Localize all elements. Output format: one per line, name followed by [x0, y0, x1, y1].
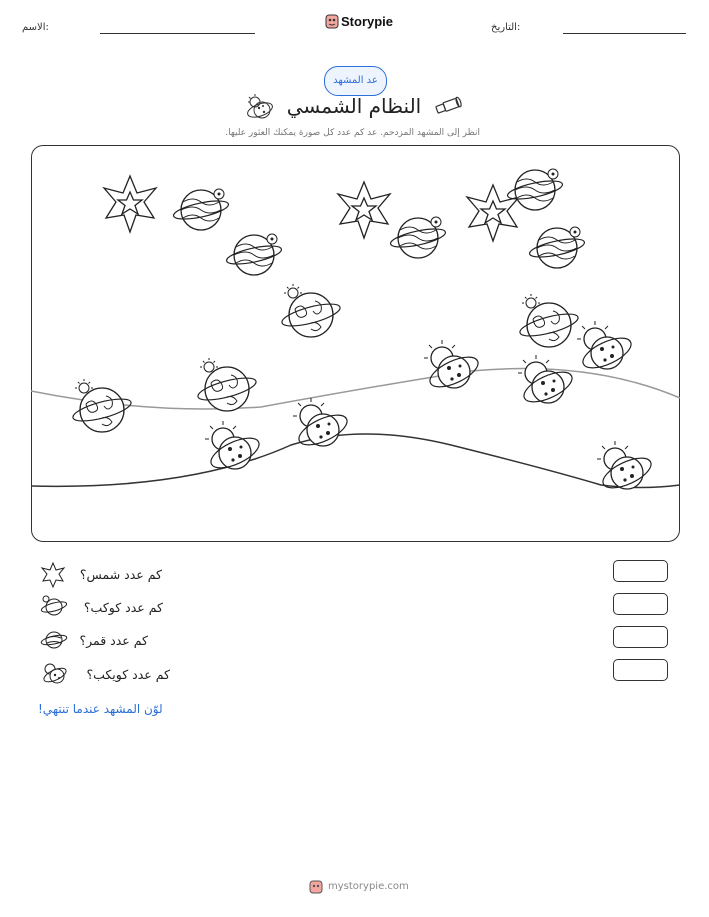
answer-box-asteroid[interactable]: [613, 659, 668, 681]
footer-link[interactable]: mystorypie.com: [328, 881, 409, 892]
planet-icon: [172, 189, 230, 230]
question-moon: كم عدد قمر؟: [79, 633, 148, 648]
answer-box-moon[interactable]: [613, 626, 668, 648]
counting-scene: [31, 145, 680, 542]
asteroid-icon: [577, 321, 635, 374]
moon-icon: [280, 284, 342, 337]
planet-icon: [225, 234, 283, 275]
planet-icon: [506, 169, 564, 210]
question-sun: كم عدد شمس؟: [79, 567, 162, 582]
asteroid-icon: [424, 340, 482, 393]
storypie-logo-icon: [324, 13, 340, 30]
telescope-icon: [432, 94, 466, 116]
asteroid-icon: [597, 441, 655, 494]
question-planet: كم عدد كوكب؟: [83, 600, 163, 615]
asteroid-icon: [293, 398, 351, 451]
asteroid-icon: [40, 660, 68, 686]
question-asteroid: كم عدد كويكب؟: [86, 667, 170, 682]
storypie-logo-icon: [308, 879, 324, 895]
moon-icon: [196, 358, 258, 411]
sun-icon: [40, 562, 66, 588]
planet-icon: [528, 227, 586, 268]
name-label: الاسم:: [22, 22, 49, 33]
brand-name: Storypie: [341, 14, 394, 29]
sun-icon: [104, 176, 156, 232]
page-title: النظام الشمسي: [286, 94, 422, 118]
asteroid-icon: [205, 421, 263, 474]
moon-icon: [40, 627, 68, 653]
sun-icon: [338, 182, 390, 238]
sun-icon: [467, 185, 519, 241]
date-line[interactable]: [563, 33, 686, 34]
date-label: التاريخ:: [491, 22, 521, 33]
asteroid-icon: [518, 355, 576, 408]
activity-badge: عد المشهد: [324, 66, 387, 96]
moon-icon: [518, 294, 580, 347]
answer-box-sun[interactable]: [613, 560, 668, 582]
name-line[interactable]: [100, 33, 255, 34]
answer-box-planet[interactable]: [613, 593, 668, 615]
planet-icon: [40, 594, 68, 620]
color-note: لوّن المشهد عندما تنتهي!: [38, 702, 163, 716]
instructions: انظر إلى المشهد المزدحم. عد كم عدد كل صورة يمكنك العثور عليها.: [225, 128, 480, 138]
planet-icon: [389, 217, 447, 258]
moon-icon: [71, 379, 133, 432]
